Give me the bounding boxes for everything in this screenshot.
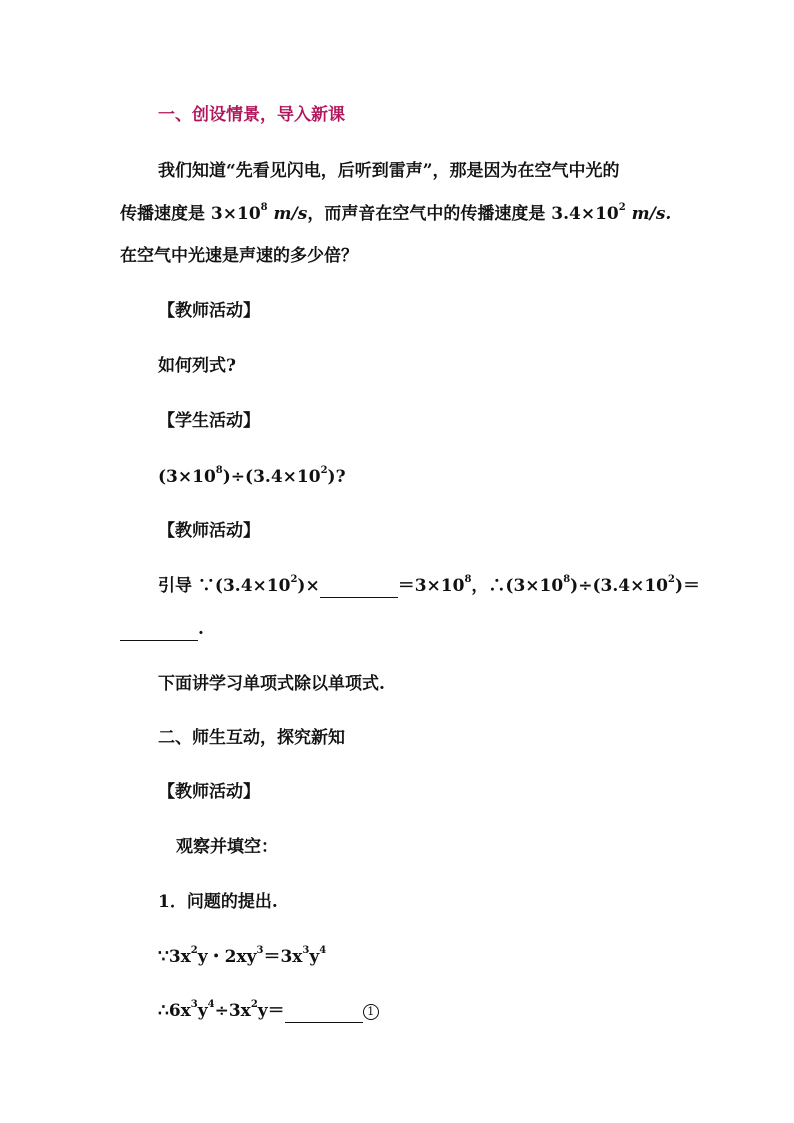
eq-part: ÷3x (214, 1001, 251, 1021)
section1-heading: 一、创设情景，导入新课 (158, 105, 345, 125)
answer-blank[interactable] (285, 1000, 363, 1023)
intro-line-3: 在空气中光速是声速的多少倍？ (120, 246, 358, 266)
exponent: 4 (319, 945, 327, 957)
intro-speed-light: 传播速度是 3×10 (120, 204, 261, 224)
exponent: 8 (215, 465, 223, 477)
section2-heading: 二、师生互动，探究新知 (158, 728, 345, 748)
guide-line (158, 575, 700, 598)
eq-part: y・2xy (197, 947, 257, 967)
observe-instruction: 观察并填空： (176, 837, 278, 857)
teacher-activity-label: 【教师活动】 (158, 301, 260, 321)
exponent: 8 (563, 574, 571, 586)
equation-1 (158, 946, 326, 968)
guide-part: )＝ (674, 576, 700, 596)
exponent: 8 (464, 574, 472, 586)
exponent: 8 (260, 202, 268, 214)
eq-part: y (197, 1001, 208, 1021)
exponent: 2 (250, 999, 258, 1011)
transition-text: 下面讲学习单项式除以单项式. (158, 674, 385, 694)
student-expression (158, 466, 346, 488)
exponent: 3 (302, 945, 310, 957)
exponent: 2 (618, 202, 626, 214)
guide-part: )× (297, 576, 320, 596)
guide-part: ，∴(3×10 (471, 576, 564, 596)
exponent: 3 (190, 999, 198, 1011)
teacher-question: 如何列式? (158, 356, 236, 376)
circled-number-marker: 1 (363, 1004, 379, 1020)
guide-part: . (198, 619, 204, 639)
intro-line-1: 我们知道“先看见闪电，后听到雷声”，那是因为在空气中光的 (158, 161, 620, 181)
student-activity-label: 【学生活动】 (158, 411, 260, 431)
unit: m/s. (631, 204, 672, 224)
eq-part: y (309, 947, 320, 967)
intro-line-2 (120, 203, 671, 225)
expr-part: )÷(3.4×10 (222, 467, 321, 487)
eq-part: ＝3x (263, 947, 303, 967)
eq-part: ∵3x (158, 947, 191, 967)
answer-blank[interactable] (120, 618, 198, 641)
exponent: 3 (256, 945, 264, 957)
intro-speed-sound: ，而声音在空气中的传播速度是 3.4×10 (307, 204, 619, 224)
answer-blank[interactable] (320, 575, 398, 598)
teacher-activity-label: 【教师活动】 (158, 782, 260, 802)
expr-part: )? (327, 467, 346, 487)
teacher-activity-label: 【教师活动】 (158, 521, 260, 541)
expr-part: (3×10 (158, 467, 216, 487)
exponent: 4 (207, 999, 215, 1011)
question-label: 1．问题的提出. (158, 892, 278, 912)
exponent: 2 (190, 945, 198, 957)
equation-2 (158, 1000, 379, 1023)
exponent: 2 (290, 574, 298, 586)
guide-part: 引导 ∵(3.4×10 (158, 576, 291, 596)
guide-line-2 (120, 618, 204, 641)
exponent: 2 (667, 574, 675, 586)
eq-part: y＝ (257, 1001, 285, 1021)
guide-part: )÷(3.4×10 (570, 576, 668, 596)
guide-part: ＝3×10 (397, 576, 465, 596)
exponent: 2 (320, 465, 328, 477)
eq-part: ∴6x (158, 1001, 191, 1021)
unit: m/s (273, 204, 308, 224)
